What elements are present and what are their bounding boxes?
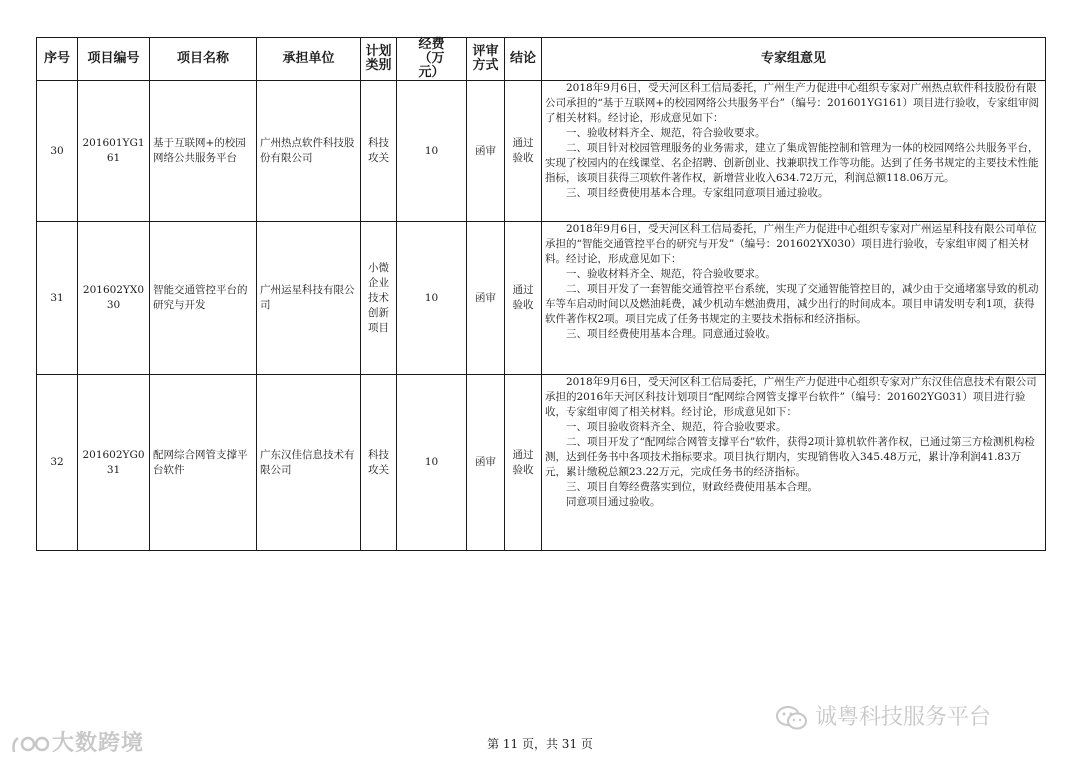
opinion-paragraph: 三、项目经费使用基本合理。专家组同意项目通过验收。 — [566, 187, 829, 199]
row-opinion — [542, 81, 1046, 222]
header-no: 序号 — [37, 38, 78, 81]
watermark-right — [775, 700, 991, 731]
watermark-right-text: 诚粤科技服务平台 — [815, 705, 992, 730]
opinion-paragraph: 一、验收材料齐全、规范，符合验收要求。 — [566, 268, 766, 280]
opinion-paragraph: 二、项目针对校园管理服务的业务需求，建立了集成智能控制和管理为一体的校园网络公共服务平台，实现了校园内的在线课堂、名企招聘、创新创业、找兼职找工作等功能。达到了任务书规定的主要技术性能指标，该项目获得三项软件著作权，新增营业收入634.72万元，利润总额118.06万元。 — [545, 142, 1039, 184]
opinion-paragraph: 同意项目通过验收。 — [566, 496, 661, 508]
opinion-paragraph: 2018年9月6日，受天河区科工信局委托，广州生产力促进中心组织专家对广东汉佳信息技术有限公司承担的2016年天河区科技计划项目“配网综合网管支撑平台软件”（编号：201602YG031）项目进行验收，专家组审阅了相关材料。经讨论，形成意见如下： — [545, 376, 1037, 418]
header-opinion: 专家组意见 — [542, 38, 1046, 81]
header-name: 项目名称 — [150, 38, 257, 81]
opinion-paragraph: 2018年9月6日，受天河区科工信局委托，广州生产力促进中心组织专家对广州热点软件科技股份有限公司承担的“基于互联网+的校园网络公共服务平台”（编号：201601YG161）项目进行验收，专家组审阅了相关材料。经讨论，形成意见如下： — [545, 82, 1039, 124]
opinion-paragraph: 二、项目开发了“配网综合网管支撑平台”软件，获得2项计算机软件著作权，已通过第三方检测机构检测，达到任务书中各项技术指标要求。项目执行期内，实现销售收入345.48万元，累计净利润41.83万元，累计缴税总额23.22万元，完成任务书的经济指标。 — [545, 436, 1035, 478]
table-row — [37, 222, 1046, 375]
row-unit: 广州运星科技有限公司 — [257, 222, 361, 375]
table-header-row — [37, 38, 1046, 81]
opinion-paragraph: 2018年9月6日，受天河区科工信局委托，广州生产力促进中心组织专家对广州运星科技有限公司单位承担的“智能交通管控平台的研究与开发”（编号：201602YX030）项目进行验收，专家组审阅了相关材料。经讨论，形成意见如下： — [545, 223, 1037, 265]
row-conclusion: 通过验收 — [505, 375, 542, 551]
row-no: 31 — [37, 222, 78, 375]
row-project-name: 配网综合网管支撑平台软件 — [150, 375, 257, 551]
row-code: 201602YX030 — [78, 222, 150, 375]
row-unit: 广东汉佳信息技术有限公司 — [257, 375, 361, 551]
row-category: 科技攻关 — [361, 81, 397, 222]
row-funds: 10 — [397, 375, 467, 551]
header-review: 评审方式 — [467, 38, 505, 81]
table-row — [37, 375, 1046, 551]
row-category: 小微企业技术创新项目 — [361, 222, 397, 375]
page-footer: 第 11 页，共 31 页 — [487, 737, 593, 751]
row-category: 科技攻关 — [361, 375, 397, 551]
opinion-paragraph: 二、项目开发了一套智能交通管控平台系统，实现了交通智能管控目的，减少由于交通堵塞导致的机动车等车启动时间以及燃油耗费，减少机动车燃油费用，减少出行的时间成本。项目申请发明专利1项，获得软件著作权2项。项目完成了任务书规定的主要技术指标和经济指标。 — [545, 283, 1039, 325]
row-funds: 10 — [397, 222, 467, 375]
row-review: 函审 — [467, 222, 505, 375]
row-project-name: 智能交通管控平台的研究与开发 — [150, 222, 257, 375]
row-no: 32 — [37, 375, 78, 551]
row-review: 函审 — [467, 375, 505, 551]
header-category: 计划类别 — [361, 38, 397, 81]
table-row — [37, 81, 1046, 222]
wechat-icon — [775, 705, 809, 731]
row-funds: 10 — [397, 81, 467, 222]
opinion-paragraph: 三、项目经费使用基本合理。同意通过验收。 — [566, 328, 776, 340]
row-opinion — [542, 375, 1046, 551]
row-opinion — [542, 222, 1046, 375]
row-code: 201602YG031 — [78, 375, 150, 551]
opinion-paragraph: 一、验收材料齐全、规范，符合验收要求。 — [566, 127, 766, 139]
row-review: 函审 — [467, 81, 505, 222]
header-funds: 经费（万元） — [397, 38, 467, 81]
row-code: 201601YG161 — [78, 81, 150, 222]
opinion-paragraph: 一、项目验收资料齐全、规范，符合验收要求。 — [566, 421, 787, 433]
acceptance-table — [36, 37, 1046, 551]
opinion-paragraph: 三、项目自筹经费落实到位，财政经费使用基本合理。 — [566, 481, 818, 493]
watermark-left-text: 大数跨境 — [52, 731, 145, 756]
header-unit: 承担单位 — [257, 38, 361, 81]
row-conclusion: 通过验收 — [505, 222, 542, 375]
row-no: 30 — [37, 81, 78, 222]
header-code: 项目编号 — [78, 38, 150, 81]
row-unit: 广州热点软件科技股份有限公司 — [257, 81, 361, 222]
row-project-name: 基于互联网+的校园网络公共服务平台 — [150, 81, 257, 222]
row-conclusion: 通过验收 — [505, 81, 542, 222]
header-conclusion: 结论 — [505, 38, 542, 81]
